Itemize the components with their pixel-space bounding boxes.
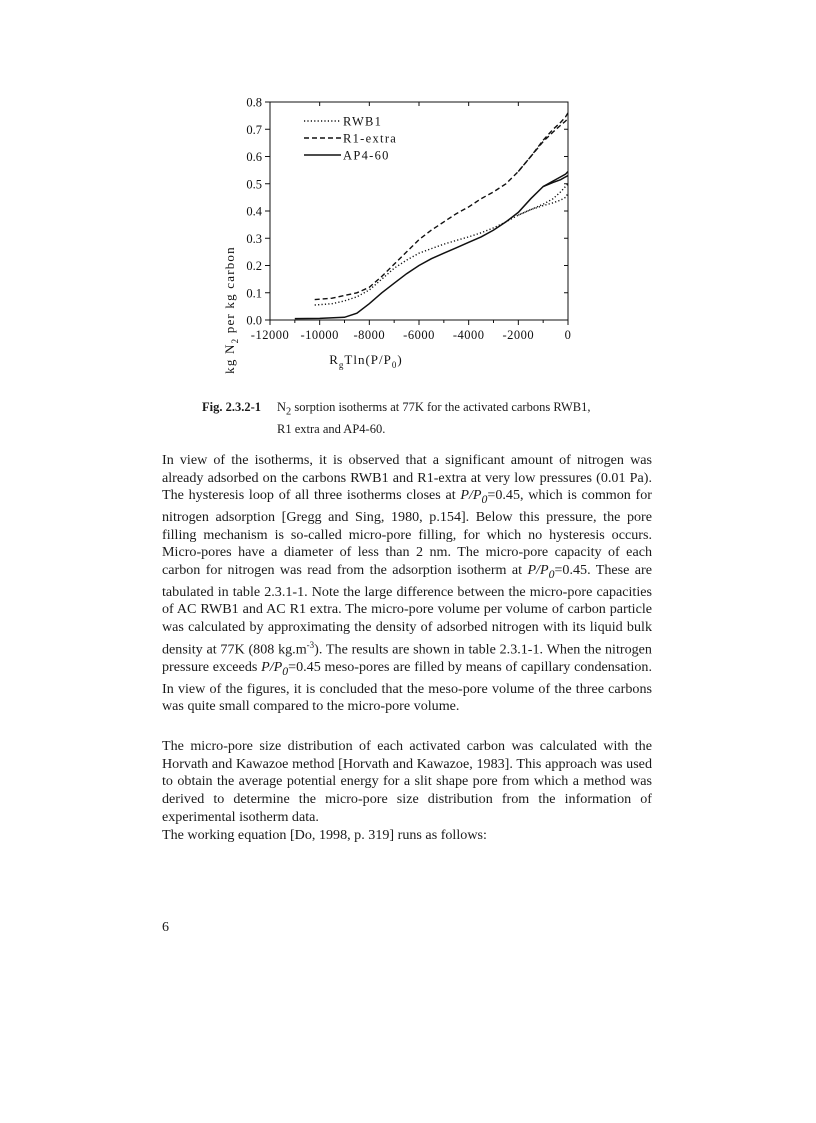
legend-label-rwb1: RWB1 [343, 114, 383, 129]
caption-line-1 [277, 399, 652, 421]
sorption-isotherm-chart [200, 90, 590, 380]
para1-text-5: =0.45 meso-pores are filled by means of capillary condensation. In view of the figures, it is concluded that the meso-pore volume of the three carbons was quite small compared to the micro-pore volume. [162, 659, 653, 715]
page-number: 6 [162, 920, 169, 935]
series-desorption-rwb1 [518, 184, 568, 215]
y-tick-label: 0.3 [246, 231, 262, 246]
superscript-minus-3: -3 [306, 639, 315, 650]
y-axis-label: kg $N_2$ per kg carbon [222, 246, 240, 374]
caption-sub-2: 2 [286, 406, 292, 418]
y-tick-label: 0.5 [246, 177, 262, 192]
x-tick-label: -12000 [250, 328, 290, 342]
plot-frame [270, 102, 568, 320]
paragraph-isotherm-discussion [162, 452, 652, 716]
figure-label: Fig. 2.3.2-1 [202, 400, 262, 414]
x-tick-label: -8000 [353, 328, 386, 342]
axes [246, 96, 571, 343]
caption-line-2: R1 extra and AP4-60. [277, 421, 386, 436]
x-tick-label: -6000 [403, 328, 435, 342]
ratio-p-p0: $P/P_0$ [527, 562, 555, 581]
caption-n: N [277, 400, 287, 414]
x-axis-label: $R_gTln(P/P_0)$ [329, 352, 403, 370]
x-tick-label: 0 [564, 328, 572, 342]
y-tick-label: 0.8 [246, 95, 262, 110]
legend [304, 115, 397, 163]
legend-label-ap4-60: AP4-60 [343, 148, 390, 163]
y-tick-label: 0.1 [246, 286, 262, 301]
y-tick-label: 0.2 [246, 259, 262, 273]
series-line-r1-extra [315, 118, 568, 299]
para1-text-1: In view of the isotherms, it is observed that a significant amount of nitrogen was already adsorbed on the carbons RWB1 and R1-extra at very low pressures (0.01 Pa). The hysteresis loop of all three isotherms closes at [162, 452, 652, 504]
x-tick-label: -2000 [502, 328, 535, 342]
series-line-rwb1 [315, 193, 568, 305]
y-tick-label: 0.6 [246, 150, 262, 164]
caption-rest: sorption isotherms at 77K for the activated carbons RWB1, [291, 400, 591, 414]
para2-text: The micro-pore size distribution of each activated carbon was calculated with the Horvath and Kawazoe method [Horvath and Kawazoe, 1983]. This approach was used to obtain the average potential energy for a slit shape pore from which a method was derived to determine the micro-pore size distribution from the information of experimental isotherm data. [162, 738, 652, 825]
legend-label-r1-extra: R1-extra [343, 131, 398, 146]
ratio-p-p0: $P/P_0$ [460, 487, 488, 507]
ratio-p-p0: $P/P_0$ [261, 659, 289, 678]
para1-text-3: =0.45. These are tabulated in table 2.3.1-1. Note the large difference between the micro-pore capacities of AC RWB1 and AC R1 extra. The micro-pore volume per volume of carbon particle was calculated by approximating the density of adsorbed nitrogen with its liquid bulk density at 77K (808 kg.m [162, 562, 652, 658]
y-tick-label: 0.4 [246, 204, 262, 219]
para1-text-4: ). The results are shown in table 2.3.1-1. When the nitrogen pressure exceeds [162, 641, 652, 676]
figure-caption [202, 399, 652, 437]
series-layer [295, 113, 568, 319]
y-tick-label: 0.0 [246, 313, 262, 328]
y-tick-label: 0.7 [246, 122, 262, 137]
series-line-ap4-60 [295, 176, 568, 319]
x-tick-label: -10000 [300, 328, 339, 342]
x-tick-label: -4000 [452, 328, 485, 342]
working-equation-intro: The working equation [Do, 1998, p. 319] runs as follows: [162, 826, 487, 843]
para1-text-2: =0.45, which is common for nitrogen adsorption [Gregg and Sing, 1980, p.154]. Below this pressure, the pore filling mechanism is so-called micro-pore filling, for which no hysteresis occurs. Micro-pores have a diameter of less than 2 nm. The micro-pore capacity of each carbon for nitrogen was read from the adsorption isotherm at [162, 487, 652, 579]
paragraph-horvath-kawazoe [162, 738, 652, 844]
